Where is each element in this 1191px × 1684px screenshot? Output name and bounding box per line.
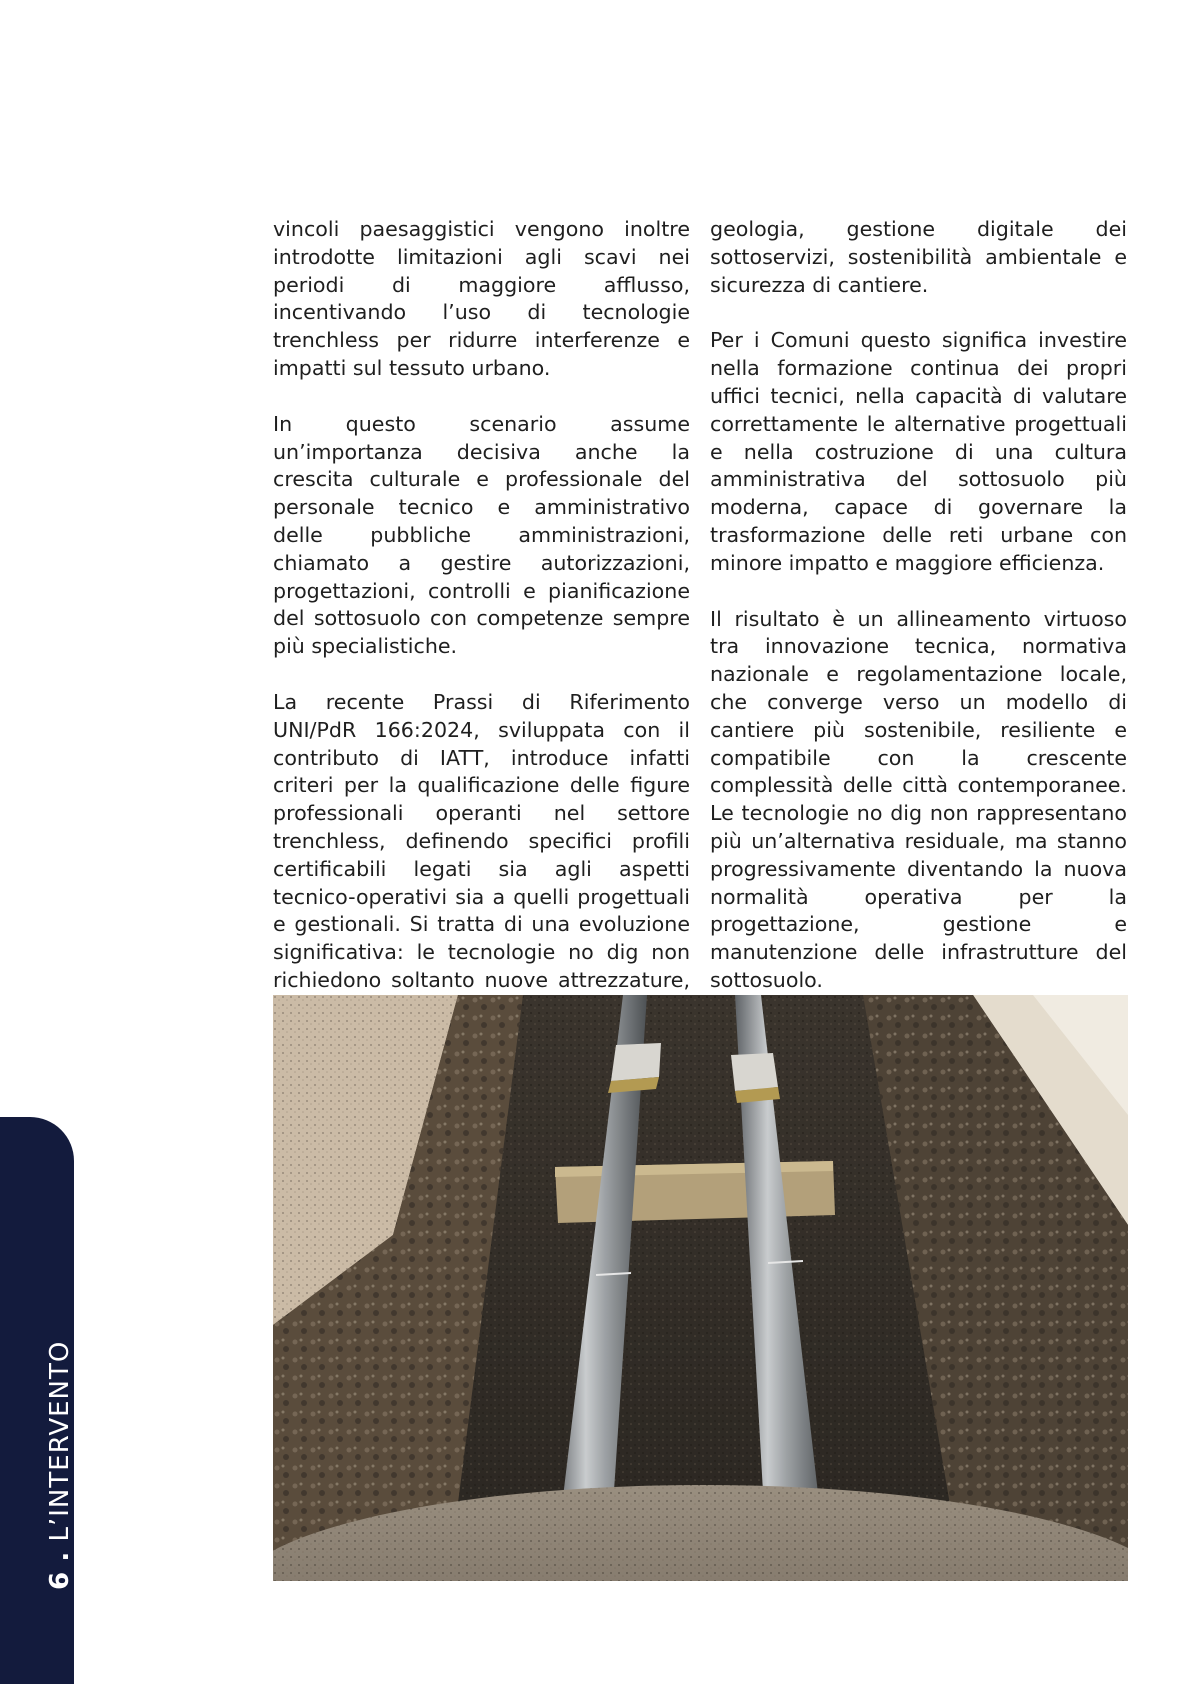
paragraph: Il risultato è un allineamento virtuoso tra innovazione tecnica, normativa nazionale e regolamentazione locale, che converge verso un modello di cantiere più sostenibile, resiliente e compatibile con la crescente complessità delle città contemporanee. Le tecnologie no dig non rappresentano più un’alternativa residuale, ma stanno progressivamente diventando la nuova normalità operativa per la progettazione, gestione e manutenzione delle infrastrutture del sottosuolo. [710, 606, 1127, 992]
trench-pipes-photo [273, 995, 1128, 1581]
section-separator: . [45, 1550, 75, 1562]
paragraph: geologia, gestione digitale dei sottoservizi, sostenibilità ambientale e sicurezza di cantiere. [710, 217, 1127, 297]
paragraph: vincoli paesaggistici vengono inoltre introdotte limitazioni agli scavi nei periodi di maggiore afflusso, incentivando l’uso di tecnologie trenchless per ridurre interferenze e impatti sul tessuto urbano. [273, 217, 690, 380]
text-column-left [273, 216, 690, 1106]
section-number: 6 [45, 1570, 75, 1590]
trench-pipes-illustration [273, 995, 1128, 1581]
text-column-right [710, 216, 1127, 1023]
section-label [45, 1341, 75, 1590]
paragraph: La recente Prassi di Riferimento UNI/PdR 166:2024, sviluppata con il contributo di IATT, introduce infatti criteri per la qualificazione delle figure professionali operanti nel settore trenchless, definendo specifici profili certificabili legati sia agli aspetti tecnico-operativi sia a quelli progettuali e gestionali. Si tratta di una evoluzione significativa: le tecnologie no dig non richiedono soltanto nuove attrezzature, [273, 689, 690, 992]
paragraph: In questo scenario assume un’importanza decisiva anche la crescita culturale e professionale del personale tecnico e amministrativo delle pubbliche amministrazioni, chiamato a gestire autorizzazioni, progettazioni, controlli e pianificazione del sottosuolo con competenze sempre più specialistiche. [273, 411, 690, 659]
paragraph: Per i Comuni questo significa investire nella formazione continua dei propri uffici tecnici, nella capacità di valutare correttamente le alternative progettuali e nella costruzione di una cultura amministrativa del sottosuolo più moderna, capace di governare la trasformazione delle reti urbane con minore impatto e maggiore efficienza. [710, 328, 1127, 575]
section-title: L’INTERVENTO [45, 1340, 75, 1542]
